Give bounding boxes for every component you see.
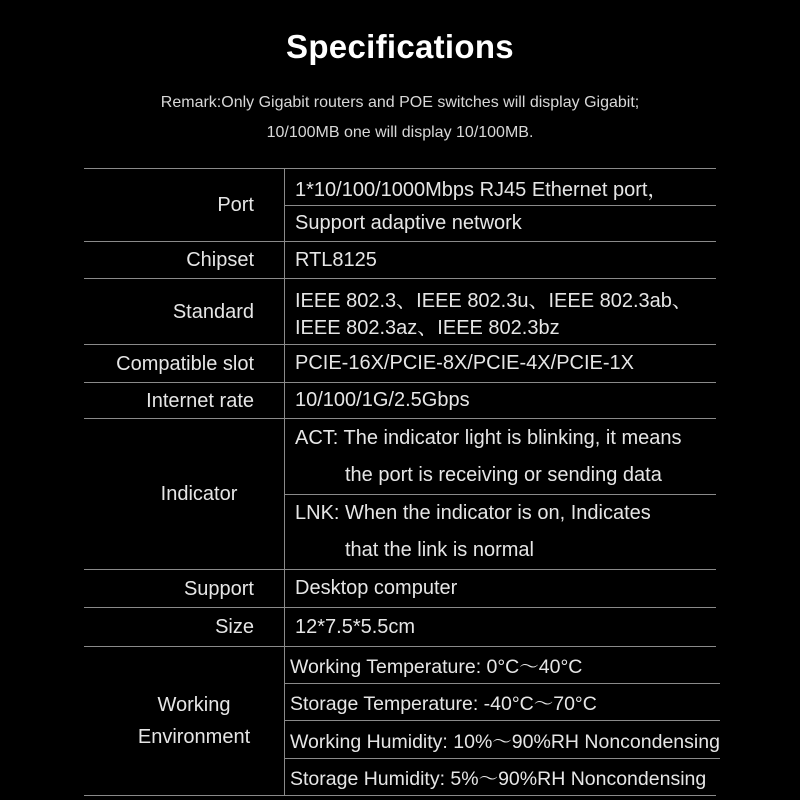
working-temperature: Working Temperature: 0°C～40°C bbox=[290, 656, 583, 678]
environment-label bbox=[84, 647, 284, 795]
port-value-1: 1*10/100/1000Mbps RJ45 Ethernet port， bbox=[295, 178, 668, 201]
size-label: Size bbox=[215, 616, 254, 638]
row-working-environment bbox=[84, 646, 720, 796]
rate-value: 10/100/1G/2.5Gbps bbox=[295, 389, 470, 411]
support-value: Desktop computer bbox=[295, 577, 458, 599]
remark-line-1: Remark:Only Gigabit routers and POE switches will display Gigabit; bbox=[160, 94, 640, 111]
storage-temperature: Storage Temperature: -40°C～70°C bbox=[290, 693, 597, 715]
row-indicator bbox=[84, 418, 716, 569]
slot-label: Compatible slot bbox=[116, 352, 254, 375]
port-label: Port bbox=[217, 194, 254, 216]
environment-label-line-2: Environment bbox=[137, 726, 251, 748]
row-size bbox=[84, 607, 716, 646]
size-value: 12*7.5*5.5cm bbox=[295, 615, 416, 638]
storage-humidity: Storage Humidity: 5%～90%RH Noncondensing bbox=[290, 768, 707, 790]
standard-label: Standard bbox=[172, 300, 254, 323]
slot-value: PCIE-16X/PCIE-8X/PCIE-4X/PCIE-1X bbox=[295, 352, 635, 374]
indicator-act-1: ACT: The indicator light is blinking, it means bbox=[295, 426, 682, 449]
chipset-label: Chipset bbox=[186, 249, 254, 271]
support-label: Support bbox=[183, 577, 254, 600]
indicator-lnk-1: LNK: When the indicator is on, Indicates bbox=[295, 502, 651, 524]
chipset-value: RTL8125 bbox=[295, 248, 377, 271]
row-standard bbox=[84, 278, 716, 344]
row-support bbox=[84, 569, 716, 607]
rate-label: Internet rate bbox=[146, 389, 254, 412]
page-title: Specifications bbox=[286, 28, 514, 65]
row-compatible-slot bbox=[84, 344, 716, 382]
standard-value-2: IEEE 802.3az、IEEE 802.3bz bbox=[295, 316, 560, 339]
remark bbox=[0, 88, 800, 148]
indicator-label: Indicator bbox=[160, 483, 238, 505]
row-port bbox=[84, 168, 716, 241]
port-value-2: Support adaptive network bbox=[295, 212, 522, 234]
environment-label-line-1: Working bbox=[157, 694, 231, 716]
remark-line-2: 10/100MB one will display 10/100MB. bbox=[266, 124, 534, 141]
row-chipset bbox=[84, 241, 716, 278]
standard-value-1: IEEE 802.3、IEEE 802.3u、IEEE 802.3ab、 bbox=[295, 290, 692, 312]
spec-table bbox=[84, 168, 720, 796]
row-internet-rate bbox=[84, 382, 716, 418]
working-humidity: Working Humidity: 10%～90%RH Noncondensing bbox=[290, 730, 720, 753]
indicator-lnk-2: that the link is normal bbox=[345, 539, 534, 561]
indicator-act-2: the port is receiving or sending data bbox=[345, 464, 662, 486]
